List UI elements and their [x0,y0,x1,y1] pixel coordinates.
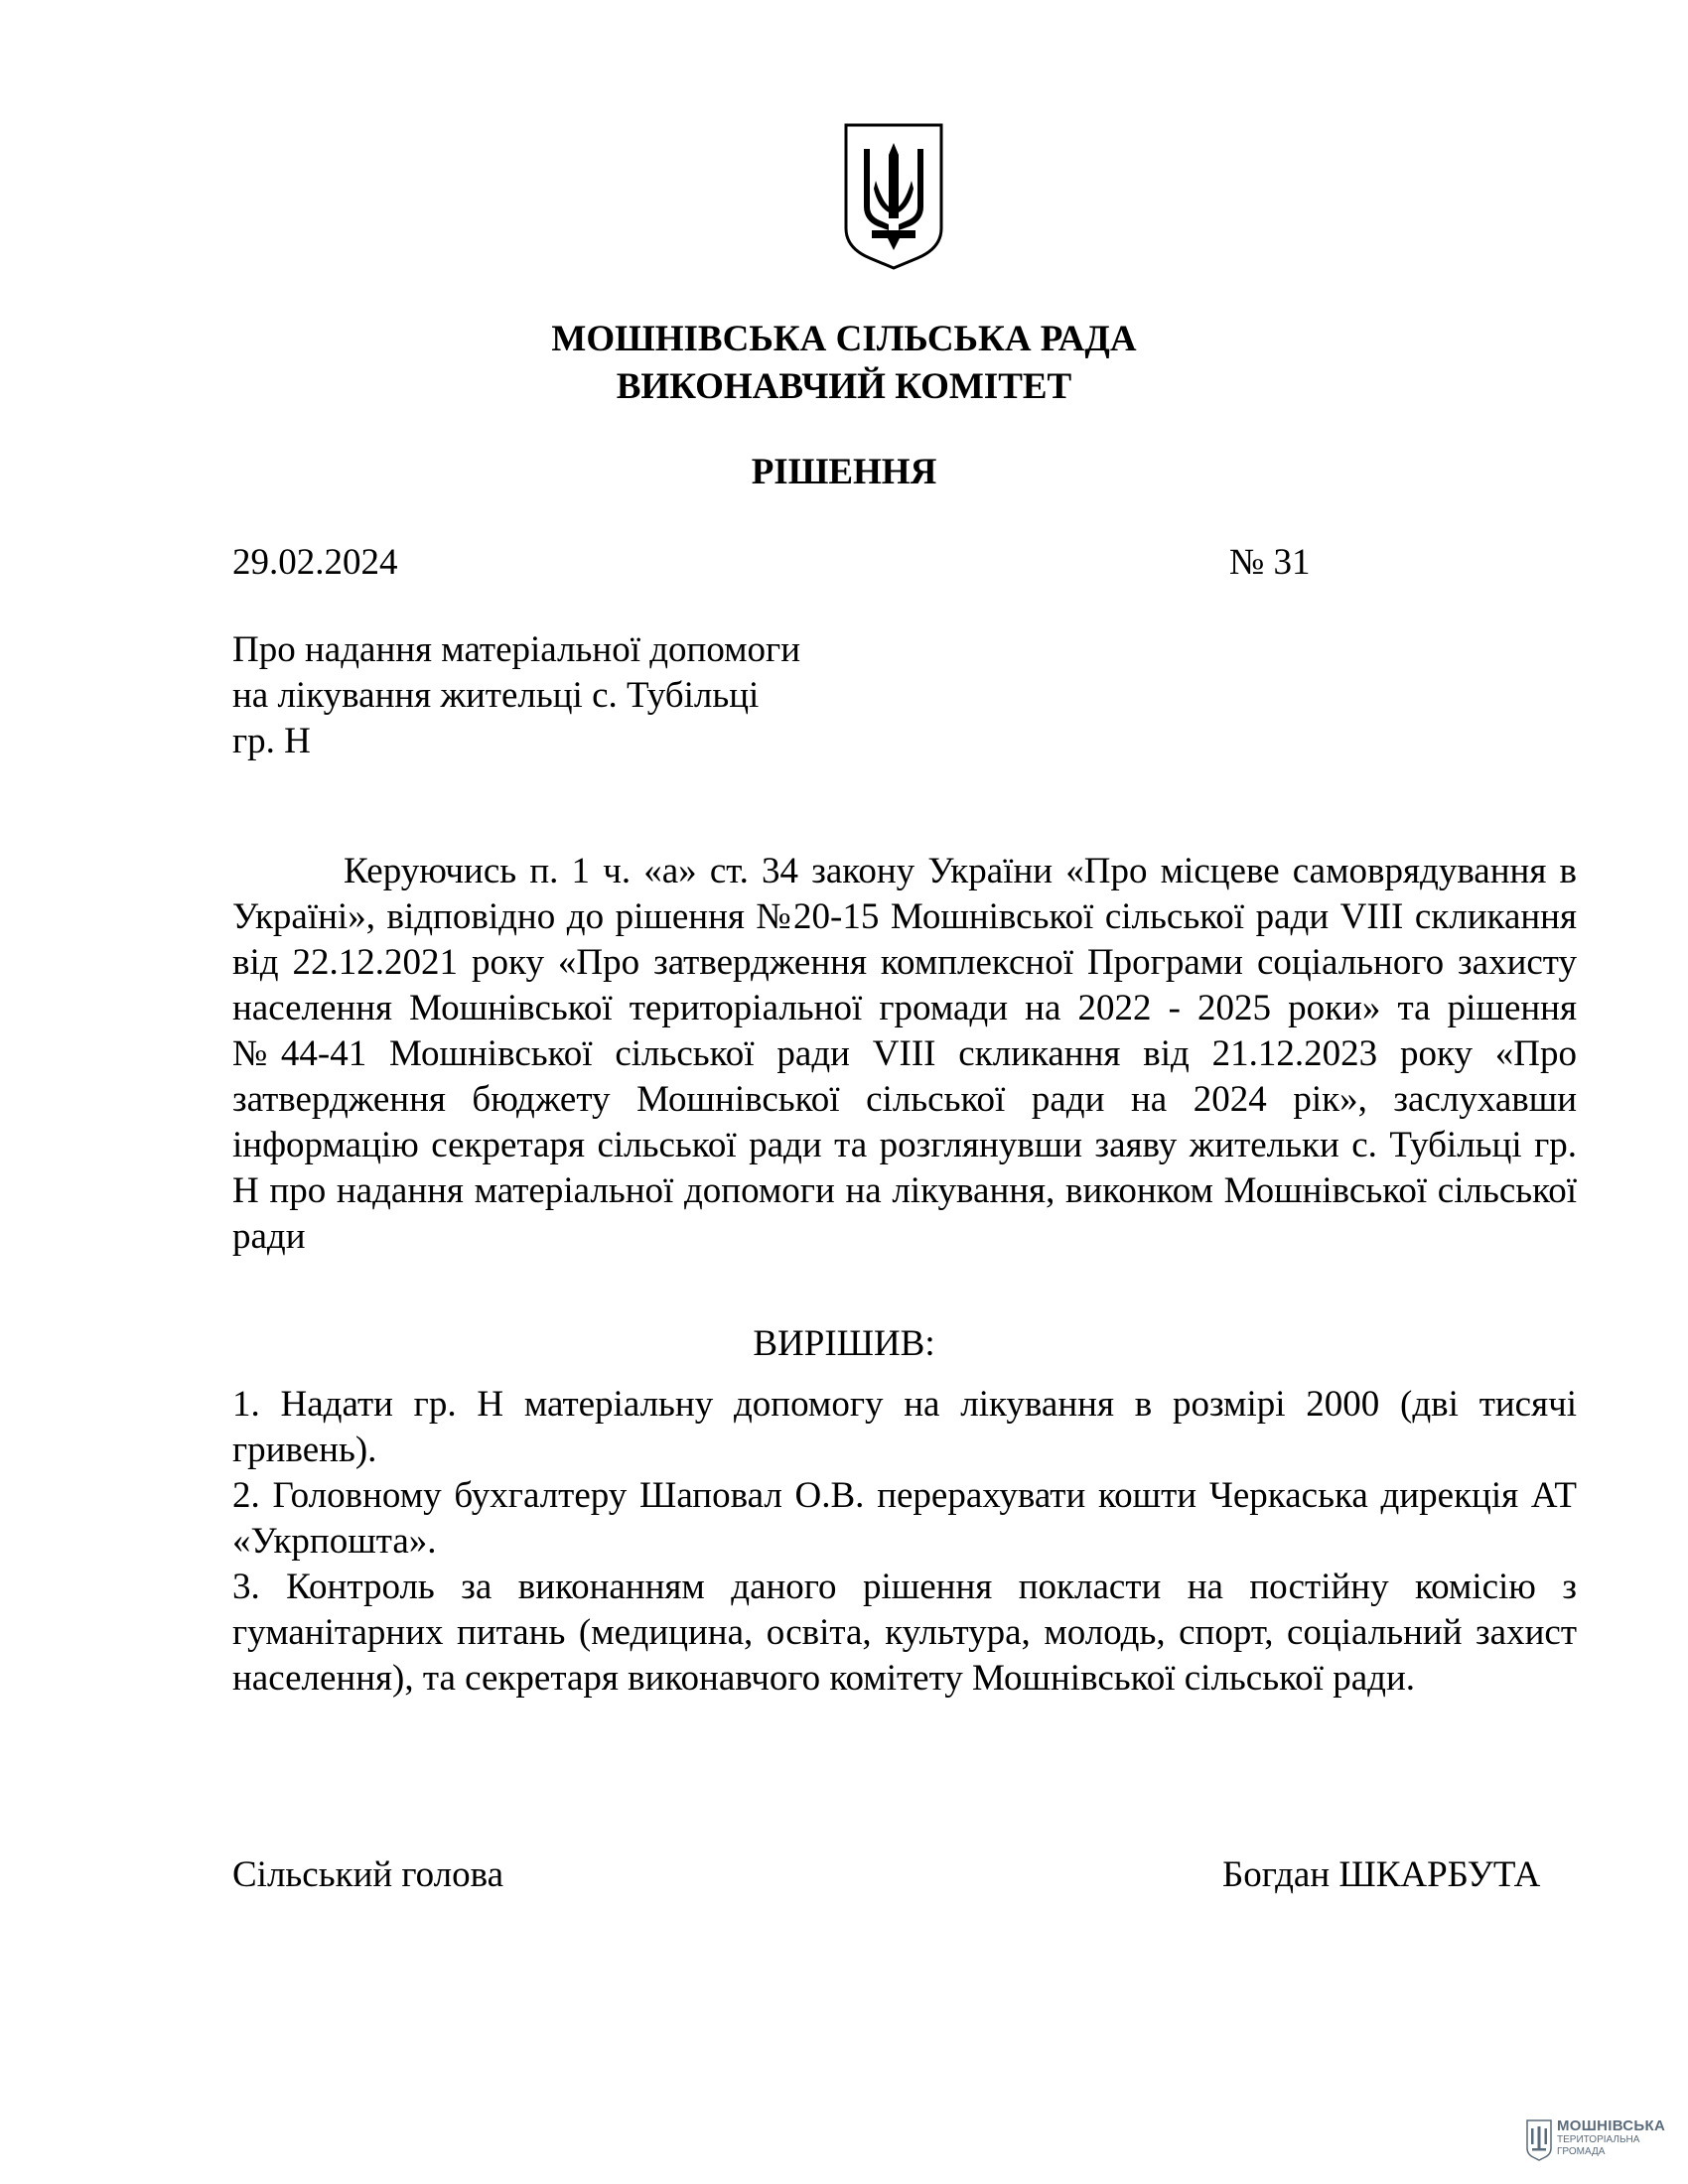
watermark-line-1: МОШНІВСЬКА [1557,2117,1666,2134]
watermark-line-3: ГРОМАДА [1557,2146,1606,2157]
watermark-text [1557,2118,1665,2158]
resolution-item: 1. Надати гр. Н матеріальну допомогу на лікування в розмірі 2000 (дві тисячі гривень). [232,1384,1577,1470]
organization-line-2: ВИКОНАВЧИЙ КОМІТЕТ [616,366,1072,407]
resolution-heading: ВИРІШИВ: [753,1323,935,1364]
trident-icon [1525,2118,1553,2162]
subject-line-2: на лікування жительці с. Тубільці [232,675,760,716]
signature-name: Богдан ШКАРБУТА [1222,1854,1541,1895]
resolution-items [232,1382,1577,1702]
signature-role: Сільський голова [232,1854,504,1895]
document-date: 29.02.2024 [232,542,398,583]
subject-line-1: Про надання матеріальної допомоги [232,629,801,670]
document-type: РІШЕННЯ [751,452,937,492]
trident-coat-of-arms-icon [842,121,945,272]
watermark-logo [1525,2117,1666,2162]
organization-name [0,316,1688,411]
resolution-item: 2. Головному бухгалтеру Шаповал О.В. перерахувати кошти Черкаська дирекція АТ «Укрпошта». [232,1475,1577,1562]
document-number: № 31 [1229,542,1311,583]
document-subject [232,627,800,764]
subject-line-3: гр. Н [232,721,311,761]
organization-line-1: МОШНІВСЬКА СІЛЬСЬКА РАДА [551,319,1137,359]
preamble-paragraph: Керуючись п. 1 ч. «а» ст. 34 закону України «Про місцеве самоврядування в Україні», відповідно до рішення №20-15 Мошнівської сільської ради VIII скликання від 22.12.2021 року «Про затвердження комплексної Програми соціального захисту населення Мошнівської територіальної громади на 2022 - 2025 роки» та рішення №44-41 Мошнівської сільської ради VIII скликання від 21.12.2023 року «Про затвердження бюджету Мошнівської сільської ради на 2024 рік», заслухавши інформацію секретаря сільської ради та розглянувши заяву жительки с. Тубільці гр. Н про надання матеріальної допомоги на лікування, виконком Мошнівської сільської ради [232,851,1577,1257]
watermark-line-2: ТЕРИТОРІАЛЬНА [1557,2134,1640,2145]
resolution-item: 3. Контроль за виконанням даного рішення покласти на постійну комісію з гуманітарних питань (медицина, освіта, культура, молодь, спорт, соціальний захист населення), та секретаря виконавчого комітету Мошнівської сільської ради. [232,1567,1577,1699]
